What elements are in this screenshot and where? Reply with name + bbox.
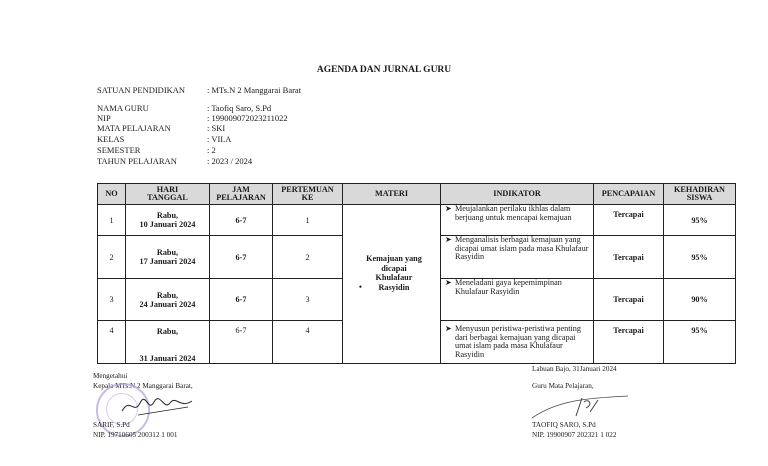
header-pencapaian: PENCAPAIAN [594, 184, 664, 205]
arrow-bullet-icon: ➤ [445, 324, 452, 333]
cell-indikator: ➤ Menyusun peristiwa-peristiwa penting dari berbagai kemajuan yang dicapai umat islam pada masa Khulafaur Rasyidin [441, 321, 594, 364]
cell-no: 4 [98, 321, 126, 364]
info-value-tahun: : 2023 / 2024 [207, 156, 253, 166]
info-label-tahun: TAHUN PELAJARAN [97, 156, 177, 166]
info-label-satuan: SATUAN PENDIDIKAN [97, 85, 186, 95]
info-label-kelas: KELAS [97, 134, 125, 144]
teacher-signature [528, 394, 638, 422]
table-header-row [98, 184, 736, 205]
table-row [98, 205, 736, 236]
header-no: NO [98, 184, 126, 205]
teacher-name: TAOFIQ SARO, S.Pd [532, 421, 596, 429]
cell-pencapaian: Tercapai [594, 205, 664, 236]
principal-signature [118, 393, 198, 419]
info-label-nama: NAMA GURU [97, 103, 149, 113]
header-kehadiran: KEHADIRAN SISWA [664, 184, 736, 205]
info-label-semester: SEMESTER [97, 145, 141, 155]
cell-pencapaian: Tercapai [594, 321, 664, 364]
principal-name: SARIF, S.Pd [93, 421, 130, 429]
cell-pertemuan: 3 [273, 279, 343, 321]
cell-kehadiran: 95% [664, 236, 736, 279]
info-value-satuan: : MTs.N 2 Manggarai Barat [207, 85, 302, 95]
cell-hari-tanggal: Rabu, 31 Januari 2024 [126, 321, 210, 364]
cell-no: 1 [98, 205, 126, 236]
info-value-mapel: : SKI [207, 123, 226, 133]
cell-hari-tanggal: Rabu, 24 Januari 2024 [126, 279, 210, 321]
cell-jam: 6-7 [210, 236, 273, 279]
cell-pencapaian: Tercapai [594, 279, 664, 321]
arrow-bullet-icon: ➤ [445, 235, 452, 244]
cell-indikator: ➤ Meujalankan perilaku ikhlas dalam berjuang untuk mencapai kemajuan [441, 205, 594, 236]
cell-jam: 6-7 [210, 279, 273, 321]
materi-text: Kemajuan yang dicapai Khulafaur Rasyidin [366, 254, 422, 292]
info-value-nip: : 199009072023211022 [207, 113, 288, 123]
left-mengetahui: Mengetahui [93, 372, 128, 380]
right-position: Guru Mata Pelajaran, [532, 382, 594, 390]
cell-materi [343, 205, 441, 364]
cell-indikator: ➤ Meneladani gaya kepemimpinan Khulafaur Rasyidin [441, 279, 594, 321]
header-jam-pelajaran: JAM PELAJARAN [210, 184, 273, 205]
info-value-semester: : 2 [207, 145, 216, 155]
principal-nip: NIP. 19710605 200312 1 001 [93, 431, 178, 439]
cell-hari-tanggal: Rabu, 17 Januari 2024 [126, 236, 210, 279]
cell-kehadiran: 95% [664, 321, 736, 364]
agenda-table [97, 183, 736, 364]
cell-jam: 6-7 [210, 205, 273, 236]
cell-kehadiran: 95% [664, 205, 736, 236]
place-date: Labuan Bajo, 31Januari 2024 [532, 365, 617, 373]
header-indikator: INDIKATOR [441, 184, 594, 205]
header-materi: MATERI [343, 184, 441, 205]
cell-pertemuan: 1 [273, 205, 343, 236]
info-label-nip: NIP [97, 113, 111, 123]
header-pertemuan: PERTEMUAN KE [273, 184, 343, 205]
cell-indikator: ➤ Menganalisis berbagai kemajuan yang dicapai umat islam pada masa Khulafaur Rasyidin [441, 236, 594, 279]
bullet-icon: • [359, 282, 362, 292]
cell-kehadiran: 90% [664, 279, 736, 321]
teacher-nip: NIP. 19900907 202321 1 022 [532, 431, 617, 439]
arrow-bullet-icon: ➤ [445, 278, 452, 287]
cell-pertemuan: 2 [273, 236, 343, 279]
arrow-bullet-icon: ➤ [445, 204, 452, 213]
cell-hari-tanggal: Rabu, 10 Januari 2024 [126, 205, 210, 236]
header-hari-tanggal: HARI TANGGAL [126, 184, 210, 205]
cell-no: 2 [98, 236, 126, 279]
cell-no: 3 [98, 279, 126, 321]
info-value-kelas: : VII.A [207, 134, 232, 144]
left-position: Kepala MTs.N 2 Manggarai Barat, [93, 382, 193, 390]
cell-pertemuan: 4 [273, 321, 343, 364]
info-value-nama: : Taofiq Saro, S.Pd [207, 103, 272, 113]
cell-jam: 6-7 [210, 321, 273, 364]
cell-pencapaian: Tercapai [594, 236, 664, 279]
document-title: AGENDA DAN JURNAL GURU [316, 65, 452, 75]
info-label-mapel: MATA PELAJARAN [97, 123, 171, 133]
